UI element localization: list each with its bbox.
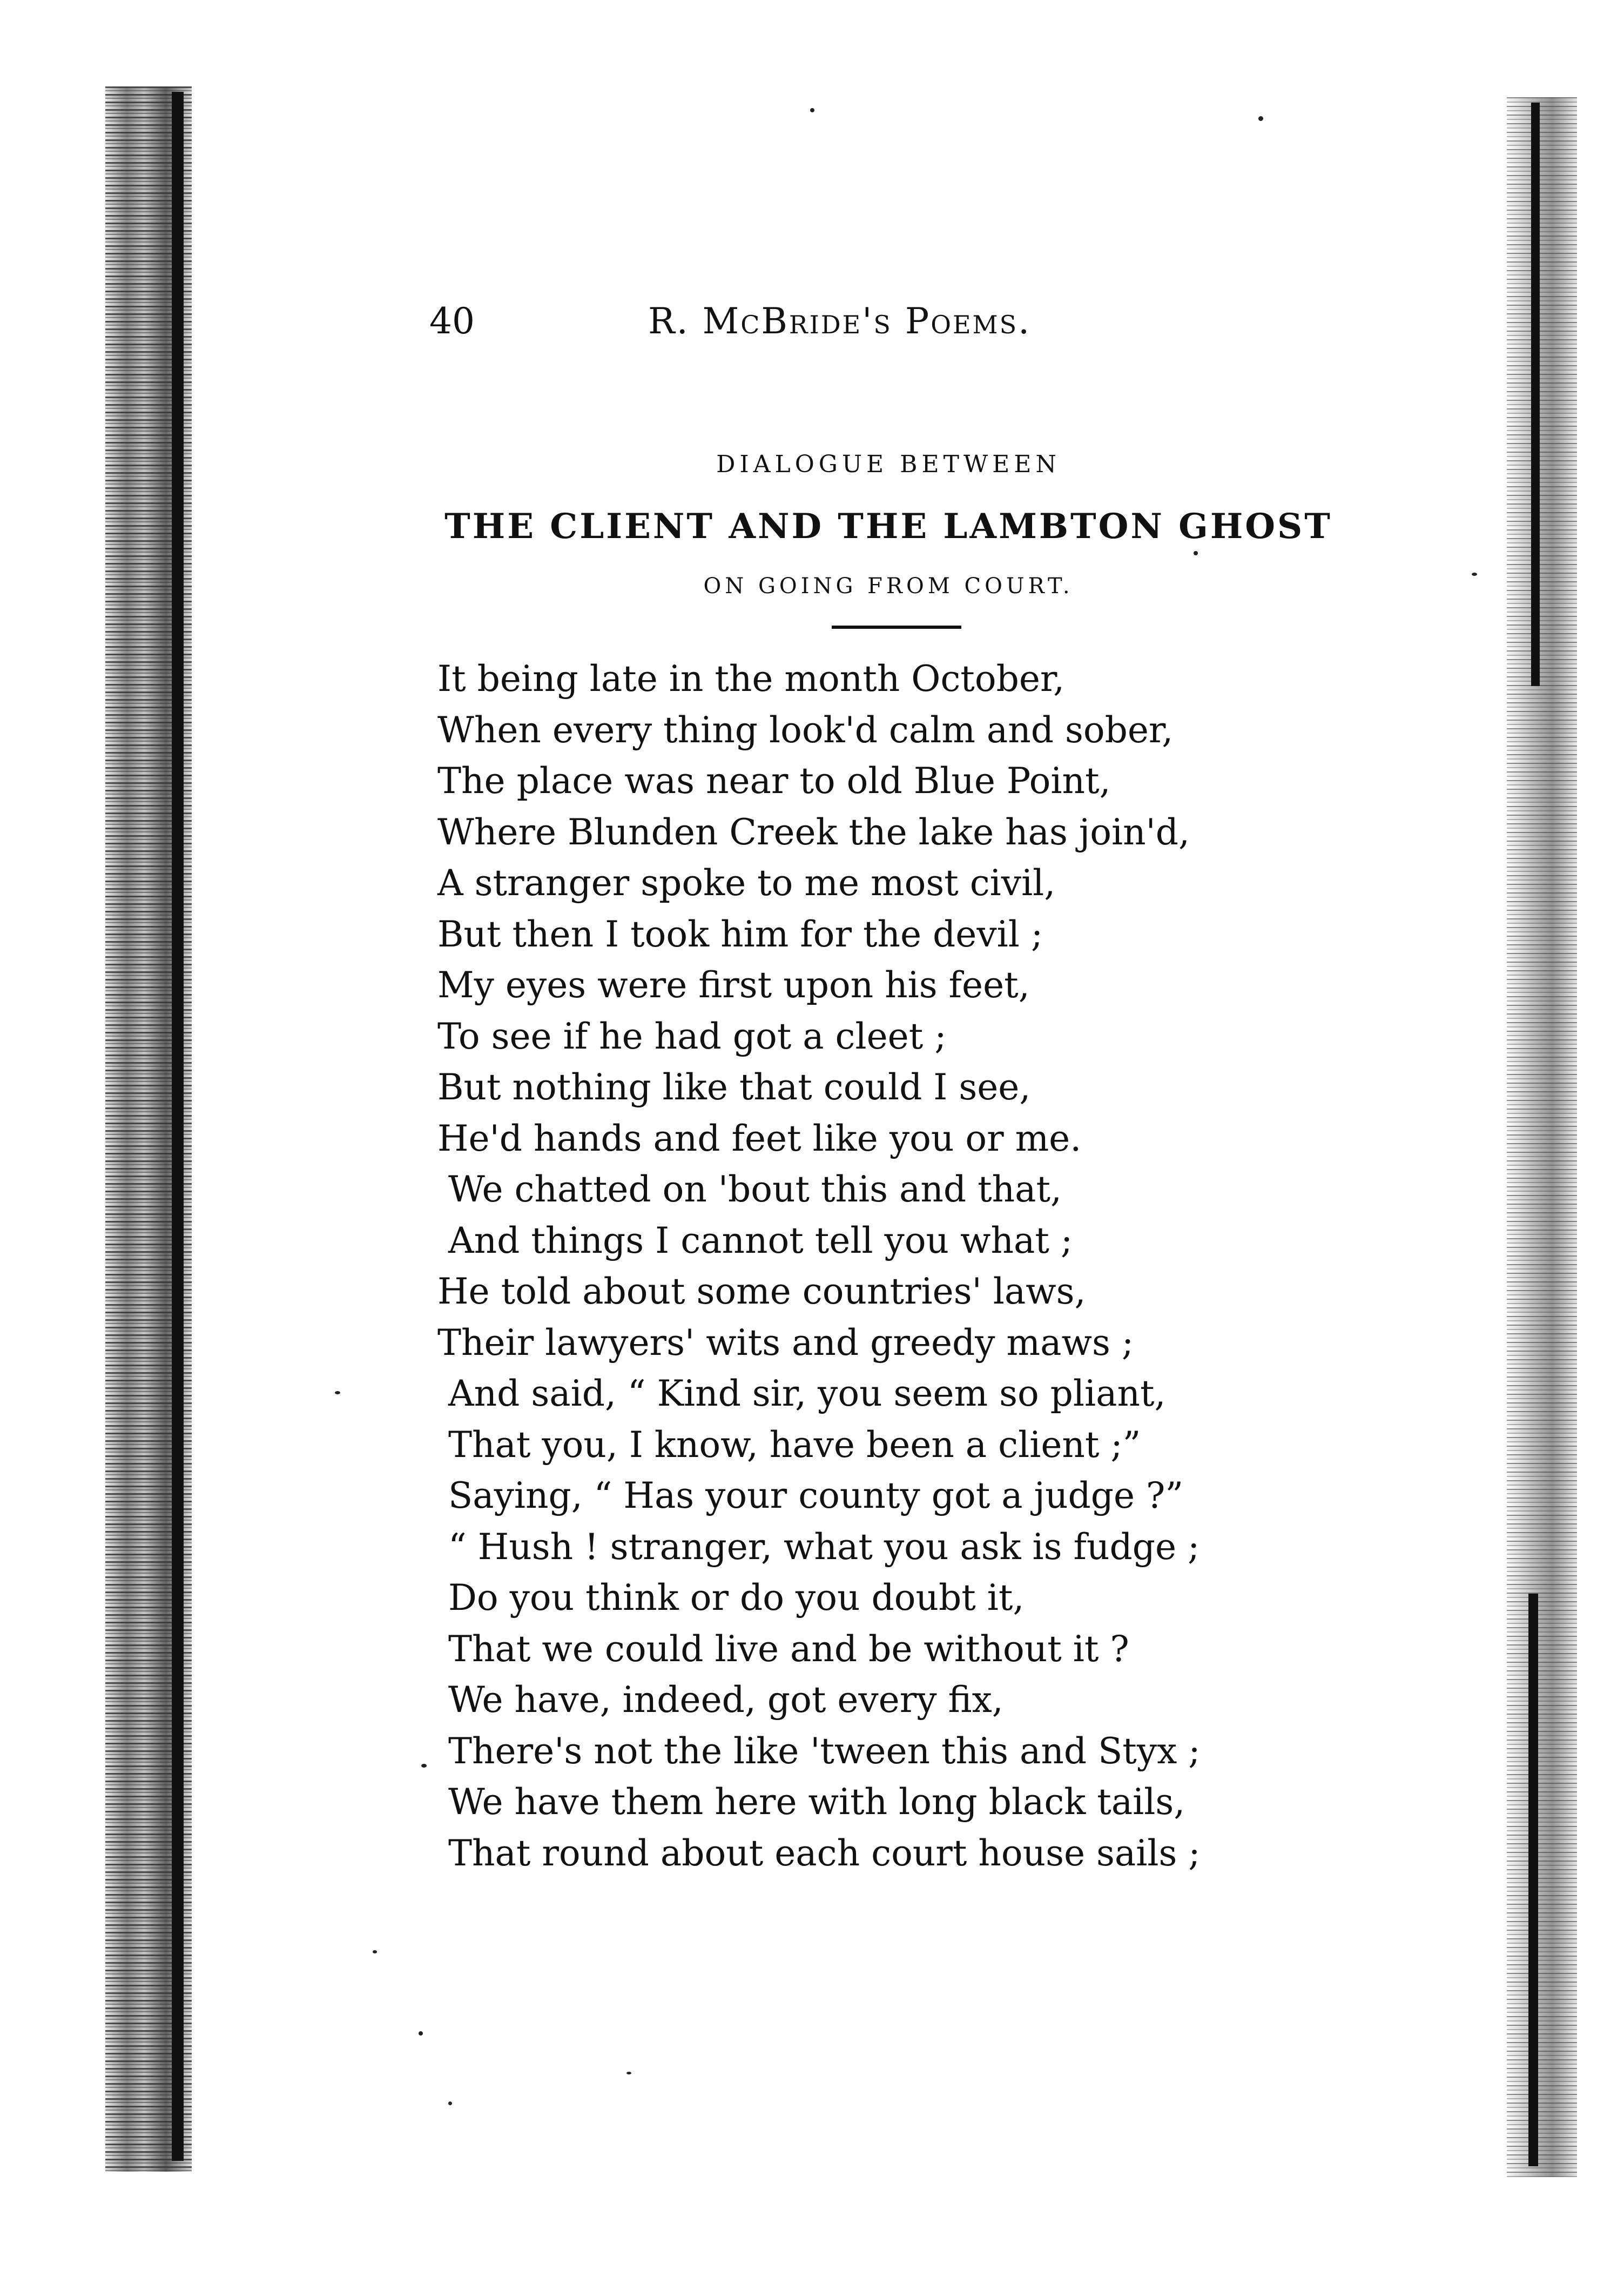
page-number: 40 — [429, 300, 475, 342]
poem-body — [437, 654, 1464, 1879]
running-head — [0, 292, 1624, 351]
verse-line: It being late in the month October, — [437, 658, 1065, 700]
verse-line: Their lawyers' wits and greedy maws ; — [437, 1321, 1134, 1364]
verse-line: Where Blunden Creek the lake has join'd, — [437, 811, 1190, 853]
verse-line: We have them here with long black tails, — [448, 1781, 1185, 1823]
verse-line: Saying, “ Has your county got a judge ?” — [448, 1475, 1184, 1516]
title-rule — [832, 626, 961, 629]
left-binding-edge — [172, 92, 184, 2161]
verse-line: That we could live and be without it ? — [448, 1628, 1129, 1670]
verse-line: And said, “ Kind sir, you seem so pliant, — [448, 1373, 1166, 1414]
verse-line: And things I cannot tell you what ; — [448, 1219, 1073, 1261]
verse-line: “ Hush ! stranger, what you ask is fudge ; — [448, 1526, 1200, 1568]
verse-line: He told about some countries' laws, — [437, 1271, 1086, 1312]
poem-title: THE CLIENT AND THE LAMBTON GHOST — [444, 506, 1332, 547]
verse-line: That round about each court house sails ; — [448, 1832, 1201, 1874]
verse-line: A stranger spoke to me most civil, — [437, 862, 1056, 904]
poem-subtitle: ON GOING FROM COURT. — [703, 574, 1074, 599]
verse-line: We chatted on 'bout this and that, — [448, 1168, 1062, 1210]
verse-line: The place was near to old Blue Point, — [437, 760, 1111, 802]
verse-line: We have, indeed, got every fix, — [448, 1679, 1003, 1721]
running-title: R. McBride's Poems. — [648, 300, 1032, 342]
right-page-edge-shadow — [1507, 97, 1577, 2177]
pre-title — [0, 446, 1624, 483]
verse-line: To see if he had got a cleet ; — [437, 1015, 947, 1057]
verse-line: That you, I know, have been a client ;” — [448, 1423, 1141, 1466]
verse-line: When every thing look'd calm and sober, — [437, 709, 1174, 751]
verse-line: My eyes were first upon his feet, — [437, 964, 1030, 1006]
verse-line: But then I took him for the devil ; — [437, 913, 1043, 955]
verse-line: But nothing like that could I see, — [437, 1066, 1031, 1108]
right-page-edge-lower — [1528, 1594, 1538, 2166]
right-page-edge-upper — [1531, 103, 1540, 686]
verse-line: Do you think or do you doubt it, — [448, 1577, 1025, 1618]
verse-line: He'd hands and feet like you or me. — [437, 1117, 1082, 1159]
verse-line: There's not the like 'tween this and Styx ; — [448, 1730, 1201, 1772]
pre-title-text: DIALOGUE BETWEEN — [716, 451, 1061, 478]
